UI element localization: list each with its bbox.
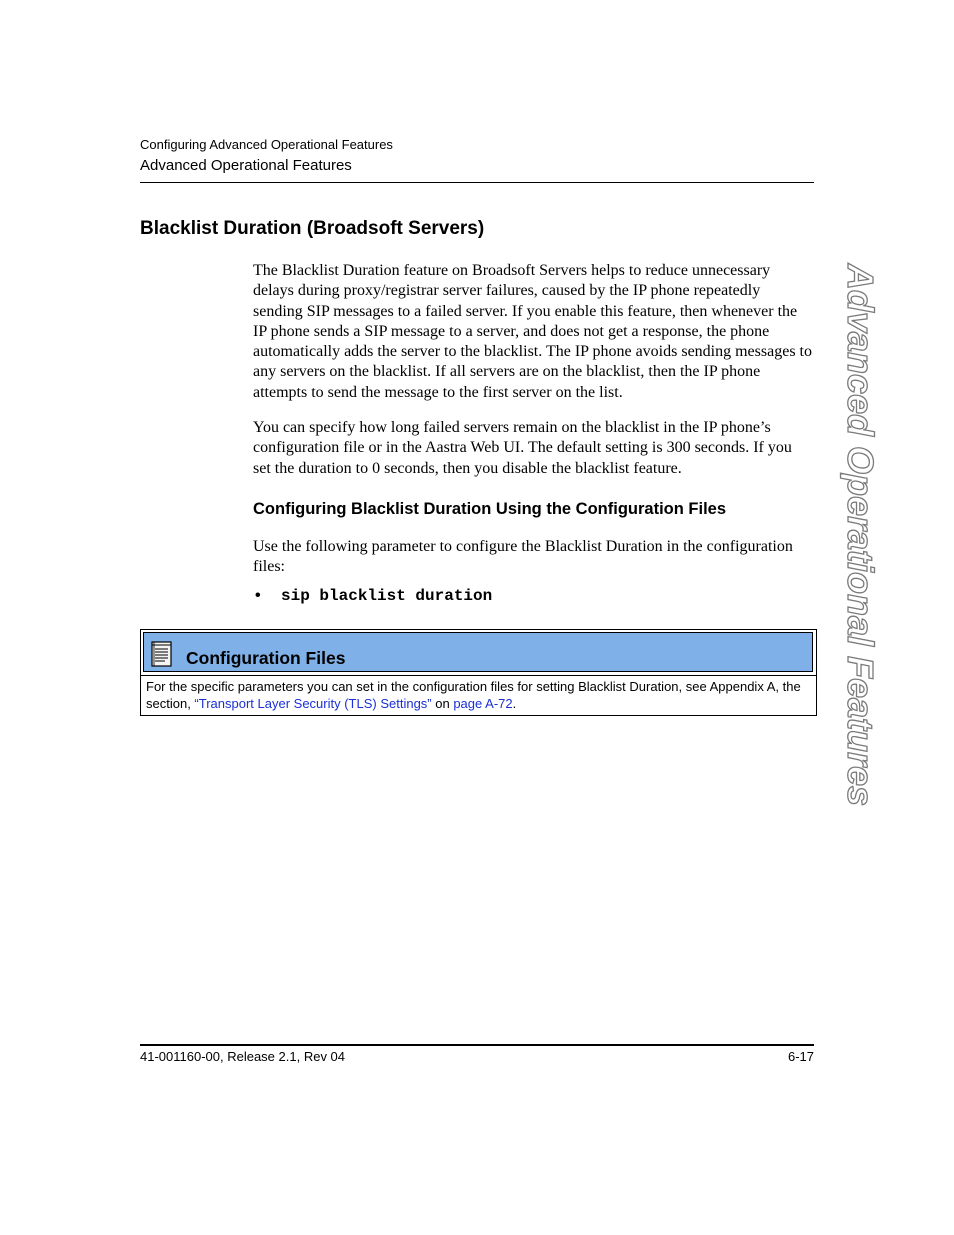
footer-rule [140, 1044, 814, 1046]
header-chapter: Configuring Advanced Operational Features [140, 137, 393, 152]
page-a72-link[interactable]: page A-72 [453, 696, 513, 711]
subsection-paragraph: Use the following parameter to configure the Blacklist Duration in the configuration files: [253, 538, 793, 576]
note-divider [141, 675, 816, 676]
parameter-name: sip blacklist duration [281, 587, 493, 605]
intro-paragraph: The Blacklist Duration feature on Broadsoft Servers helps to reduce unnecessary delays during proxy/registrar server failures, caused by the IP phone repeatedly sending SIP messages to a failed server. If you enable this feature, then whenever the IP phone sends a SIP message to a server, and does not get a response, the phone automatically adds the server to the blacklist. The IP phone avoids sending messages to any servers on the blacklist. If all servers are on the blacklist, then the IP phone attempts to send the message to the first server on the list. [253, 262, 812, 401]
note-title: Configuration Files [186, 648, 346, 668]
configuration-files-note [140, 629, 817, 716]
duration-paragraph: You can specify how long failed servers remain on the blacklist in the IP phone’s configuration file or in the Aastra Web UI. The default setting is 300 seconds. If you set the duration to 0 seconds, then you disable the blacklist feature. [253, 419, 792, 477]
header-rule [140, 182, 814, 183]
tls-settings-link[interactable]: “Transport Layer Security (TLS) Settings” [194, 696, 432, 711]
note-text-after: . [512, 696, 517, 711]
note-text-before: For the specific parameters you can set in the configuration files for setting Blacklist Duration, see Appendix A, the section, [146, 679, 801, 711]
note-header [143, 632, 813, 672]
note-text-middle: on [431, 696, 454, 711]
footer-doc-number: 41-001160-00, Release 2.1, Rev 04 [140, 1049, 346, 1064]
subsection-title: Configuring Blacklist Duration Using the Configuration Files [253, 500, 727, 518]
side-tab-label: Advanced Operational Features [840, 263, 881, 807]
header-section: Advanced Operational Features [140, 157, 352, 174]
note-body [146, 678, 812, 712]
section-title: Blacklist Duration (Broadsoft Servers) [140, 218, 485, 239]
bullet-symbol: • [253, 587, 263, 605]
document-note-icon [151, 641, 173, 667]
chapter-side-tab [840, 250, 880, 820]
footer-page-number: 6-17 [787, 1049, 814, 1064]
parameter-list-item [253, 587, 492, 605]
